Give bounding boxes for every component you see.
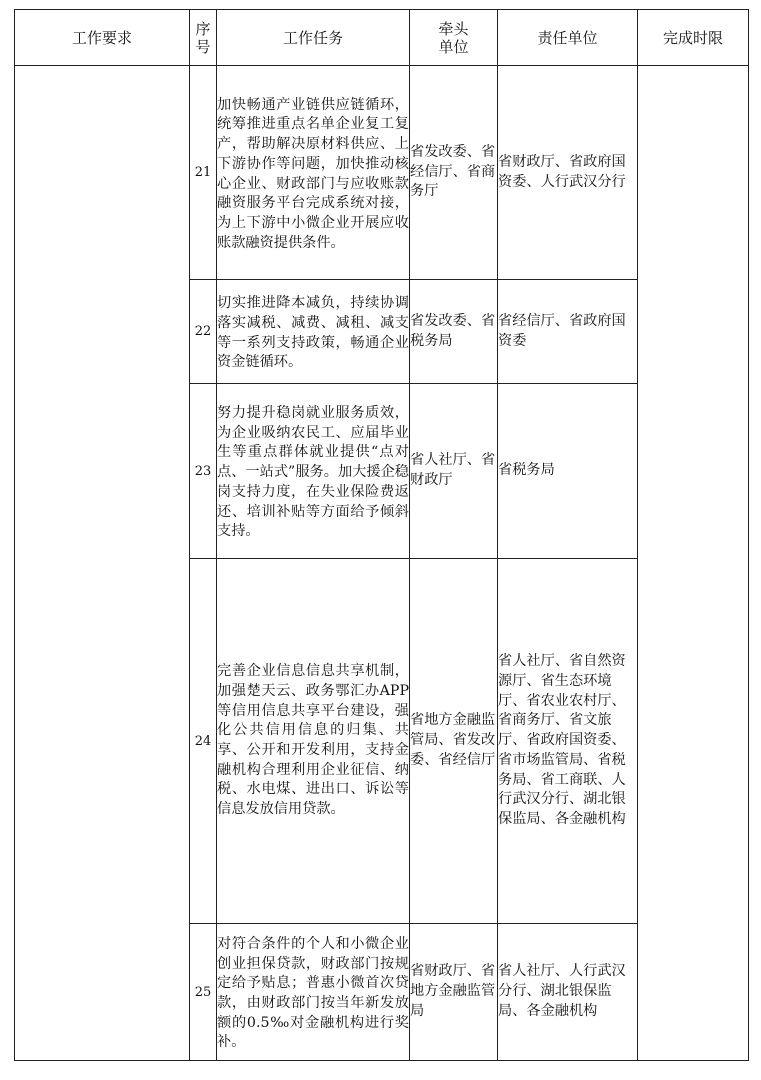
lead-unit-cell: 省地方金融监管局、省发改委、省经信厅 xyxy=(410,559,498,924)
header-deadline: 完成时限 xyxy=(638,10,749,66)
responsible-unit-cell: 省经信厅、省政府国资委 xyxy=(498,280,638,384)
task-cell xyxy=(217,924,410,1061)
lead-unit-cell: 省财政厅、省地方金融监管局 xyxy=(410,924,498,1061)
task-text: 切实推进降本减负，持续协调落实减税、减费、减租、减支等一系列支持政策，畅通企业资金链循环。 xyxy=(217,295,409,371)
task-cell xyxy=(217,66,410,280)
deadline-cell xyxy=(638,66,749,1061)
work-task-table xyxy=(14,9,749,1061)
row-number: 25 xyxy=(190,924,217,1061)
responsible-unit-cell: 省人社厅、省自然资源厅、省生态环境厅、省农业农村厅、省商务厅、省文旅厅、省政府国资委、省市场监管局、省税务局、省工商联、人行武汉分行、湖北银保监局、各金融机构 xyxy=(498,559,638,924)
row-number: 22 xyxy=(190,280,217,384)
row-number: 23 xyxy=(190,384,217,559)
header-number-line2: 号 xyxy=(195,37,211,56)
row-number: 21 xyxy=(190,66,217,280)
row-number: 24 xyxy=(190,559,217,924)
header-number-line1: 序 xyxy=(195,19,211,38)
task-cell xyxy=(217,559,410,924)
lead-unit-cell: 省人社厅、省财政厅 xyxy=(410,384,498,559)
task-cell xyxy=(217,280,410,384)
task-text: 加快畅通产业链供应链循环，统筹推进重点名单企业复工复产，帮助解决原材料供应、上下游协作等问题，加快推动核心企业、财政部门与应收账款融资服务平台完成系统对接，为上下游中小微企业开展应收账款融资提供条件。 xyxy=(217,96,409,251)
task-text: 完善企业信息信息共享机制，加强楚天云、政务鄂汇办APP等信用信息共享平台建设，强化公共信用信息的归集、共享、公开和开发利用，支持金融机构合理利用企业征信、纳税、水电煤、进出口、诉讼等信息发放信用贷款。 xyxy=(217,663,409,818)
lead-unit-cell: 省发改委、省税务局 xyxy=(410,280,498,384)
header-lead xyxy=(410,10,498,66)
responsible-unit-cell: 省税务局 xyxy=(498,384,638,559)
header-lead-line1: 牵头 xyxy=(438,19,469,38)
header-requirement: 工作要求 xyxy=(15,10,190,66)
task-text: 努力提升稳岗就业服务质效，为企业吸纳农民工、应届毕业生等重点群体就业提供“点对点、一站式”服务。加大援企稳岗支持力度，在失业保险费返还、培训补贴等方面给予倾斜支持。 xyxy=(217,405,409,540)
responsible-unit-cell: 省财政厅、省政府国资委、人行武汉分行 xyxy=(498,66,638,280)
header-number xyxy=(190,10,217,66)
header-lead-line2: 单位 xyxy=(438,37,469,56)
task-cell xyxy=(217,384,410,559)
responsible-unit-cell: 省人社厅、人行武汉分行、湖北银保监局、各金融机构 xyxy=(498,924,638,1061)
requirement-cell xyxy=(15,66,190,1061)
header-responsible: 责任单位 xyxy=(498,10,638,66)
task-text: 对符合条件的个人和小微企业创业担保贷款，财政部门按规定给予贴息；普惠小微首次贷款，由财政部门按当年新发放额的0.5‰对金融机构进行奖补。 xyxy=(217,935,409,1051)
lead-unit-cell: 省发改委、省经信厅、省商务厅 xyxy=(410,66,498,280)
header-row xyxy=(15,10,749,66)
table-row xyxy=(15,66,749,280)
header-task: 工作任务 xyxy=(217,10,410,66)
